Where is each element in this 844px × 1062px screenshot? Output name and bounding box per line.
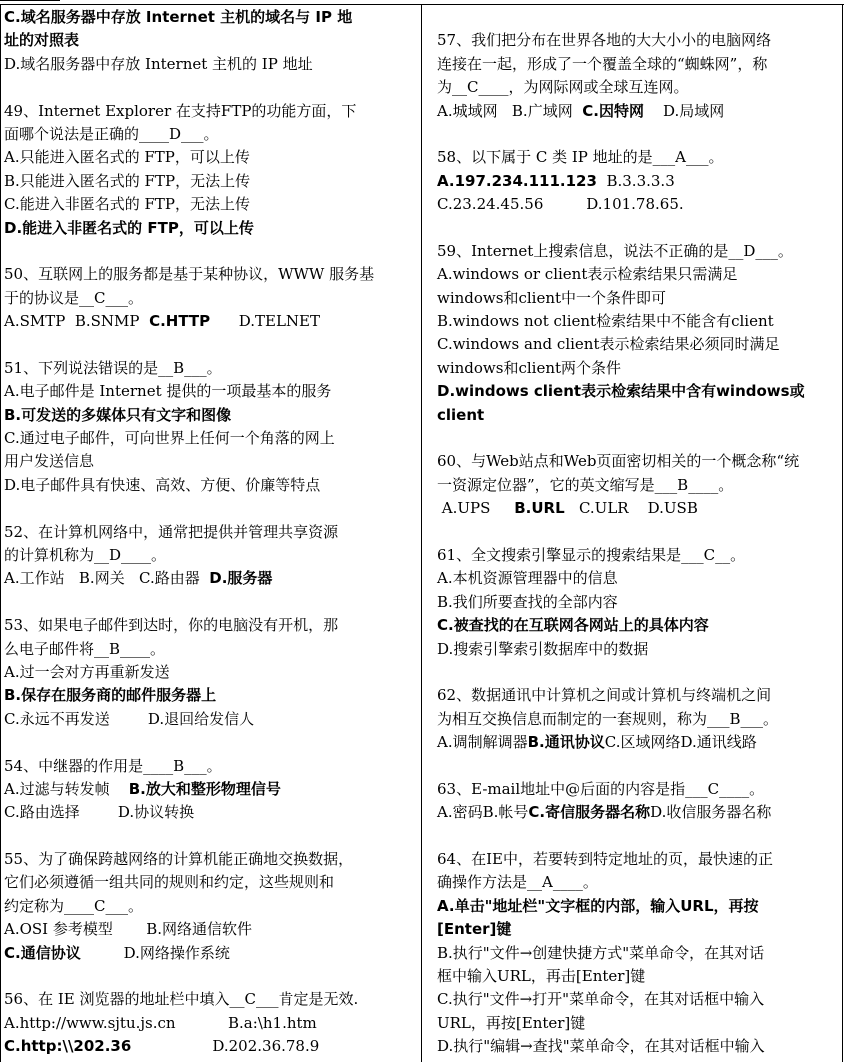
text-line bbox=[437, 450, 837, 473]
text-line bbox=[437, 497, 837, 520]
question-text: B.只能进入匿名式的 FTP，无法上传 bbox=[4, 171, 251, 190]
text-line bbox=[4, 29, 414, 52]
blank-line bbox=[4, 76, 414, 99]
question-text: URL，再按[Enter]键 bbox=[437, 1013, 586, 1032]
question-text: C.23.24.45.56 D.101.78.65. bbox=[437, 195, 684, 214]
answer-text: [Enter]键 bbox=[437, 920, 512, 939]
text-line bbox=[437, 848, 837, 871]
text-line bbox=[4, 310, 414, 333]
answer-text: A.单击"地址栏"文字框的内部，输入URL，再按 bbox=[437, 896, 759, 915]
question-text: 52、在计算机网络中，通常把提供并管理共享资源 bbox=[4, 522, 339, 541]
blank-line bbox=[437, 123, 837, 146]
text-line bbox=[437, 638, 837, 661]
answer-text: C.因特网 bbox=[582, 101, 644, 120]
question-text: 64、在IE中，若要转到特定地址的页，最快速的正 bbox=[437, 850, 773, 869]
question-text: windows和client中一个条件即可 bbox=[437, 288, 667, 307]
question-text: D.执行"编辑→查找"菜单命令，在其对话框中输入 bbox=[437, 1037, 765, 1056]
question-text: D.TELNET bbox=[210, 312, 320, 331]
question-text: A.http://www.sjtu.js.cn B.a:\h1.htm bbox=[4, 1013, 317, 1032]
question-text: D.202.36.78.9 bbox=[131, 1037, 320, 1056]
blank-line bbox=[4, 333, 414, 356]
answer-text: B.可发送的多媒体只有文字和图像 bbox=[4, 405, 232, 424]
blank-line bbox=[437, 521, 837, 544]
question-text: 约定称为____C___。 bbox=[4, 896, 143, 915]
text-line bbox=[4, 567, 414, 590]
question-text: 么电子邮件将__B____。 bbox=[4, 639, 166, 658]
answer-text: C.通信协议 bbox=[4, 943, 81, 962]
text-line bbox=[437, 357, 837, 380]
text-line bbox=[4, 170, 414, 193]
text-line bbox=[437, 29, 837, 52]
text-line bbox=[437, 591, 837, 614]
text-line bbox=[4, 263, 414, 286]
question-text: A.工作站 B.网关 C.路由器 bbox=[4, 569, 210, 588]
text-line bbox=[437, 263, 837, 286]
question-text: C.windows and client表示检索结果必须同时满足 bbox=[437, 335, 780, 354]
text-line bbox=[437, 988, 837, 1011]
text-line bbox=[437, 404, 837, 427]
text-line bbox=[437, 778, 837, 801]
question-text: D.域名服务器中存放 Internet 主机的 IP 地址 bbox=[4, 54, 313, 73]
answer-text: C.HTTP bbox=[149, 312, 211, 331]
answer-text: B.保存在服务商的邮件服务器上 bbox=[4, 686, 217, 705]
blank-line bbox=[4, 965, 414, 988]
answer-text: client bbox=[437, 405, 485, 424]
text-line bbox=[4, 474, 414, 497]
question-text: A.UPS bbox=[437, 499, 515, 518]
text-line bbox=[4, 918, 414, 941]
question-text: 54、中继器的作用是____B___。 bbox=[4, 756, 222, 775]
text-line bbox=[437, 871, 837, 894]
table-right-border bbox=[842, 4, 843, 1062]
text-line bbox=[437, 1012, 837, 1035]
text-line bbox=[4, 988, 414, 1011]
blank-line bbox=[437, 217, 837, 240]
answer-text: C.被查找的在互联网各网站上的具体内容 bbox=[437, 616, 709, 635]
question-text: 它们必须遵循一组共同的规则和约定，这些规则和 bbox=[4, 873, 335, 892]
table-left-border bbox=[0, 4, 1, 1062]
text-line bbox=[437, 684, 837, 707]
question-text: D.收信服务器名称 bbox=[650, 803, 772, 822]
question-text: 为相互交换信息而制定的一套规则，称为___B___。 bbox=[437, 709, 779, 728]
text-line bbox=[4, 123, 414, 146]
text-line bbox=[437, 146, 837, 169]
question-text: A.密码B.帐号 bbox=[437, 803, 529, 822]
text-line bbox=[4, 146, 414, 169]
text-line bbox=[437, 544, 837, 567]
text-line bbox=[4, 427, 414, 450]
blank-line bbox=[437, 661, 837, 684]
question-text: A.SMTP B.SNMP bbox=[4, 312, 150, 331]
text-line bbox=[437, 240, 837, 263]
text-line bbox=[4, 521, 414, 544]
answer-text: D.能进入非匿名式的 FTP，可以上传 bbox=[4, 218, 254, 237]
blank-line bbox=[437, 427, 837, 450]
question-text: windows和client两个条件 bbox=[437, 358, 622, 377]
question-text: D.电子邮件具有快速、高效、方便、价廉等特点 bbox=[4, 475, 321, 494]
text-line bbox=[4, 638, 414, 661]
question-text: D.搜索引擎索引数据库中的数据 bbox=[437, 639, 649, 658]
text-line bbox=[437, 193, 837, 216]
question-text: 的计算机称为__D____。 bbox=[4, 545, 167, 564]
question-text: D.网络操作系统 bbox=[80, 943, 230, 962]
blank-line bbox=[437, 755, 837, 778]
text-line bbox=[437, 708, 837, 731]
text-line bbox=[437, 333, 837, 356]
column-divider bbox=[421, 4, 422, 1062]
text-line bbox=[4, 6, 414, 29]
question-text: B.3.3.3.3 bbox=[596, 171, 675, 190]
question-text: A.城域网 B.广域网 bbox=[437, 101, 583, 120]
question-text: 59、Internet上搜索信息，说法不正确的是__D___。 bbox=[437, 241, 793, 260]
text-line bbox=[437, 170, 837, 193]
answer-text: D.windows client表示检索结果中含有windows或 bbox=[437, 382, 805, 401]
question-text: 55、为了确保跨越网络的计算机能正确地交换数据， bbox=[4, 850, 354, 869]
question-text: C.永远不再发送 D.退回给发信人 bbox=[4, 709, 255, 728]
question-text: 58、以下属于 C 类 IP 地址的是___A___。 bbox=[437, 148, 724, 167]
answer-text: A.197.234.111.123 bbox=[437, 171, 597, 190]
text-line bbox=[4, 357, 414, 380]
question-text: 一资源定位器”，它的英文缩写是___B____。 bbox=[437, 475, 734, 494]
text-line bbox=[4, 942, 414, 965]
text-line bbox=[4, 380, 414, 403]
answer-text: D.服务器 bbox=[209, 569, 273, 588]
text-line bbox=[4, 404, 414, 427]
question-text: A.本机资源管理器中的信息 bbox=[437, 569, 618, 588]
left-column bbox=[4, 6, 414, 1059]
text-line bbox=[437, 53, 837, 76]
table-top-border bbox=[0, 4, 844, 5]
text-line bbox=[437, 731, 837, 754]
question-text: 连接在一起，形成了一个覆盖全球的“蜘蛛网”，称 bbox=[437, 54, 768, 73]
question-text: A.windows or client表示检索结果只需满足 bbox=[437, 265, 738, 284]
answer-text: C.寄信服务器名称 bbox=[528, 803, 651, 822]
text-line bbox=[437, 1035, 837, 1058]
text-line bbox=[4, 450, 414, 473]
question-text: A.过滤与转发帧 bbox=[4, 779, 129, 798]
question-text: C.路由选择 D.协议转换 bbox=[4, 803, 195, 822]
question-text: C.通过电子邮件，可向世界上任何一个角落的网上 bbox=[4, 429, 335, 448]
answer-text: B.放大和整形物理信号 bbox=[128, 779, 281, 798]
text-line bbox=[4, 1012, 414, 1035]
text-line bbox=[437, 100, 837, 123]
answer-text: 址的对照表 bbox=[4, 31, 80, 50]
text-line bbox=[437, 287, 837, 310]
answer-text: B.通讯协议 bbox=[527, 733, 605, 752]
question-text: A.OSI 参考模型 B.网络通信软件 bbox=[4, 920, 253, 939]
text-line bbox=[437, 965, 837, 988]
question-text: 53、如果电子邮件到达时，你的电脑没有开机，那 bbox=[4, 616, 339, 635]
question-text: C.区域网络D.通讯线路 bbox=[604, 733, 757, 752]
question-text: 50、互联网上的服务都是基于某种协议，WWW 服务基 bbox=[4, 265, 375, 284]
answer-text: C.域名服务器中存放 Internet 主机的域名与 IP 地 bbox=[4, 8, 353, 26]
text-line bbox=[4, 708, 414, 731]
question-text: 63、E-mail地址中@后面的内容是指___C____。 bbox=[437, 779, 765, 798]
text-line bbox=[4, 53, 414, 76]
answer-text: C.http:\\202.36 bbox=[4, 1037, 132, 1056]
question-text: 于的协议是__C___。 bbox=[4, 288, 143, 307]
question-text: 57、我们把分布在世界各地的大大小小的电脑网络 bbox=[437, 31, 772, 50]
question-text: D.局域网 bbox=[643, 101, 725, 120]
text-line bbox=[437, 614, 837, 637]
question-text: 框中输入URL，再击[Enter]键 bbox=[437, 967, 646, 986]
blank-line bbox=[4, 731, 414, 754]
blank-line bbox=[4, 591, 414, 614]
answer-text: B.URL bbox=[514, 499, 565, 518]
top-left-rule bbox=[0, 0, 60, 1]
question-text: A.只能进入匿名式的 FTP，可以上传 bbox=[4, 148, 250, 167]
text-line bbox=[437, 310, 837, 333]
right-column bbox=[437, 6, 837, 1059]
text-line bbox=[437, 801, 837, 824]
text-line bbox=[4, 100, 414, 123]
question-text: 用户发送信息 bbox=[4, 452, 95, 471]
text-line bbox=[437, 76, 837, 99]
text-line bbox=[4, 217, 414, 240]
blank-line bbox=[4, 497, 414, 520]
text-line bbox=[4, 193, 414, 216]
text-line bbox=[4, 801, 414, 824]
question-text: B.执行"文件→创建快捷方式"菜单命令，在其对话 bbox=[437, 943, 765, 962]
text-line bbox=[4, 661, 414, 684]
text-line bbox=[4, 614, 414, 637]
question-text: C.执行"文件→打开"菜单命令，在其对话框中输入 bbox=[437, 990, 765, 1009]
question-text: 56、在 IE 浏览器的地址栏中填入__C___肯定是无效. bbox=[4, 990, 359, 1009]
text-line bbox=[4, 871, 414, 894]
text-line bbox=[4, 848, 414, 871]
text-line bbox=[4, 287, 414, 310]
question-text: C.ULR D.USB bbox=[564, 499, 698, 518]
question-text: 62、数据通讯中计算机之间或计算机与终端机之间 bbox=[437, 686, 772, 705]
text-line bbox=[437, 567, 837, 590]
question-text: A.过一会对方再重新发送 bbox=[4, 662, 170, 681]
blank-line bbox=[437, 6, 837, 29]
text-line bbox=[4, 895, 414, 918]
question-text: A.电子邮件是 Internet 提供的一项最基本的服务 bbox=[4, 382, 332, 401]
blank-line bbox=[437, 825, 837, 848]
question-text: B.我们所要查找的全部内容 bbox=[437, 592, 618, 611]
text-line bbox=[437, 918, 837, 941]
question-text: 60、与Web站点和Web页面密切相关的一个概念称“统 bbox=[437, 452, 800, 471]
question-text: A.调制解调器 bbox=[437, 733, 528, 752]
text-line bbox=[437, 942, 837, 965]
question-text: 51、下列说法错误的是__B___。 bbox=[4, 358, 222, 377]
question-text: 确操作方法是__A____。 bbox=[437, 873, 598, 892]
blank-line bbox=[4, 240, 414, 263]
question-text: C.能进入非匿名式的 FTP，无法上传 bbox=[4, 195, 250, 214]
text-line bbox=[4, 778, 414, 801]
text-line bbox=[4, 544, 414, 567]
text-line bbox=[437, 380, 837, 403]
blank-line bbox=[4, 825, 414, 848]
text-line bbox=[4, 684, 414, 707]
text-line bbox=[4, 1035, 414, 1058]
text-line bbox=[437, 895, 837, 918]
question-text: 49、Internet Explorer 在支持FTP的功能方面，下 bbox=[4, 101, 357, 120]
question-text: 面哪个说法是正确的____D___。 bbox=[4, 124, 219, 143]
text-line bbox=[437, 474, 837, 497]
question-text: 为__C____，为网际网或全球互连网。 bbox=[437, 78, 689, 97]
text-line bbox=[4, 755, 414, 778]
question-text: 61、全文搜索引擎显示的搜索结果是___C__。 bbox=[437, 545, 746, 564]
question-text: B.windows not client检索结果中不能含有client bbox=[437, 312, 774, 331]
